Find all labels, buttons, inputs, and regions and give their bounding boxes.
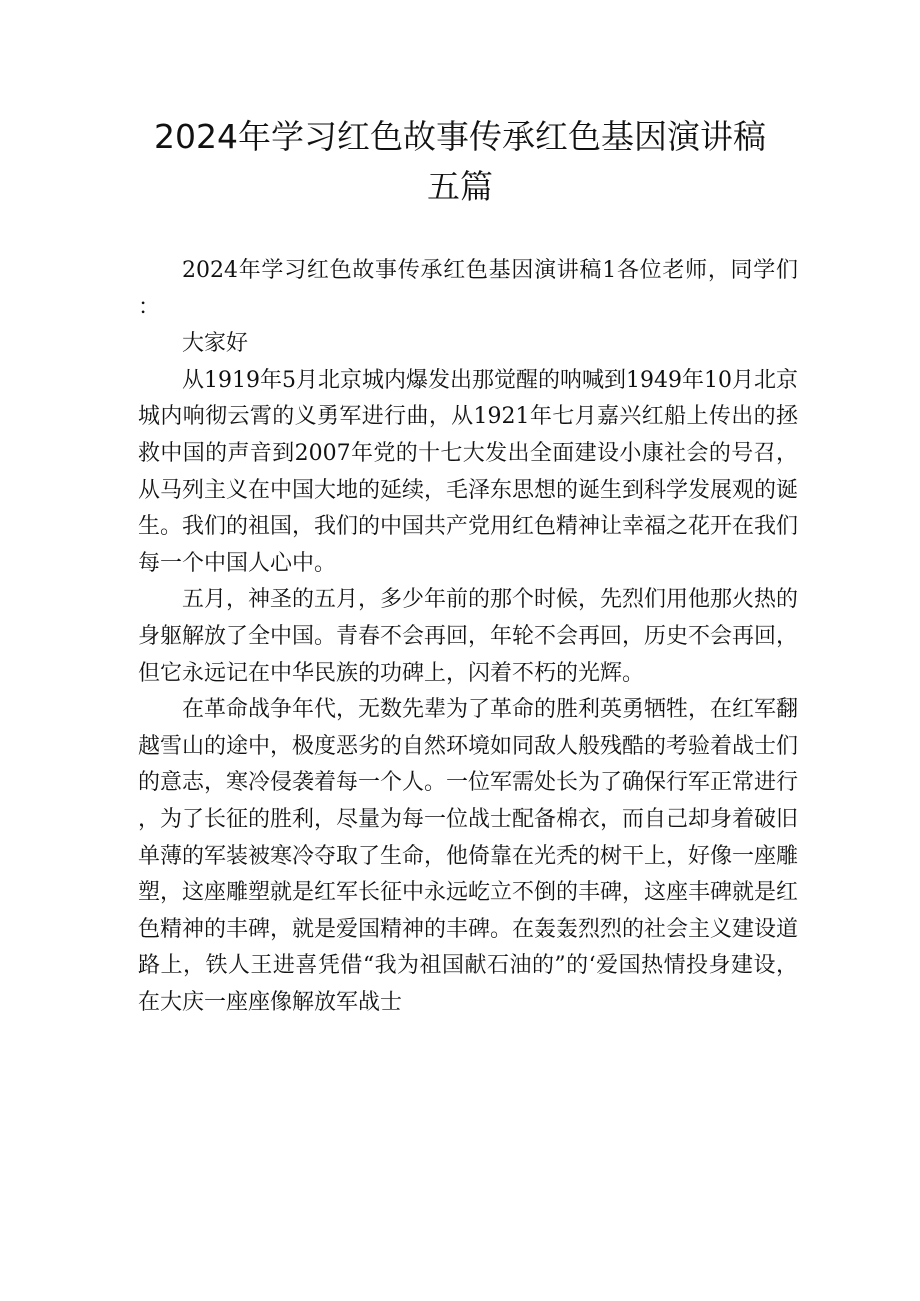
paragraph-hello: 大家好 [182, 331, 249, 357]
document-title-line-1: 2024年学习红色故事传承红色基因演讲稿 [154, 117, 766, 156]
document-title [0, 112, 920, 212]
document-title-line-2: 五篇 [427, 167, 493, 206]
paragraph-may: 五月，神圣的五月，多少年前的那个时候，先烈们用他那火热的身躯解放了全中国。青春不会再回，年轮不会再回，历史不会再回，但它永远记在中华民族的功碑上，闪着不朽的光辉。 [138, 587, 799, 686]
paragraph-revolution: 在革命战争年代，无数先辈为了革命的胜利英勇牺牲，在红军翻越雪山的途中，极度恶劣的自然环境如同敌人般残酷的考验着战士们的意志，寒冷侵袭着每一个人。一位军需处长为了确保行军正常进行，为了长征的胜利，尽量为每一位战士配备棉衣，而自己却身着破旧单薄的军装被寒冷夺取了生命，他倚靠在光秃的树干上，好像一座雕塑，这座雕塑就是红军长征中永远屹立不倒的丰碑，这座丰碑就是红色精神的丰碑，就是爱国精神的丰碑。在轰轰烈烈的社会主义建设道路上，铁人王进喜凭借“我为祖国献石油的”的‘爱国热情投身建设，在大庆一座座像解放军战士 [138, 697, 799, 1015]
document-body [138, 253, 798, 1021]
paragraph-history: 从1919年5月北京城内爆发出那觉醒的呐喊到1949年10月北京城内响彻云霄的义勇军进行曲，从1921年七月嘉兴红船上传出的拯救中国的声音到2007年党的十七大发出全面建设小康社会的号召，从马列主义在中国大地的延续，毛泽东思想的诞生到科学发展观的诞生。我们的祖国，我们的中国共产党用红色精神让幸福之花开在我们每一个中国人心中。 [138, 367, 799, 576]
paragraph-greeting-intro: 2024年学习红色故事传承红色基因演讲稿1各位老师，同学们： [138, 258, 798, 320]
